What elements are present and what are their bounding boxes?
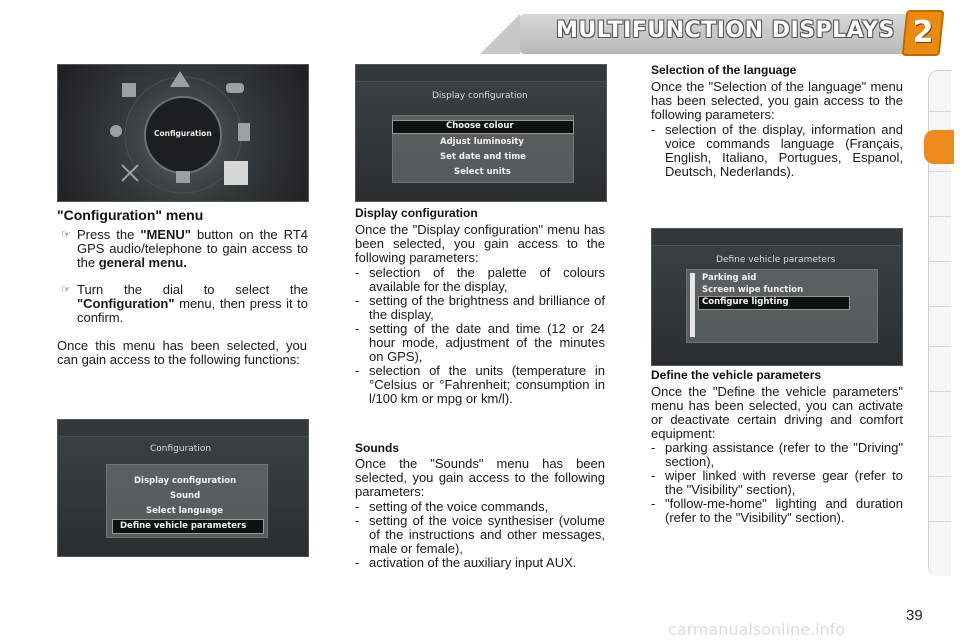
screen-status-bar bbox=[652, 229, 902, 246]
page-number: 39 bbox=[906, 607, 923, 624]
screen-item-configure-lighting: Configure lighting bbox=[702, 297, 789, 307]
screen-item-select-units: Select units bbox=[454, 167, 511, 177]
display-configuration-screen bbox=[355, 64, 607, 202]
screen-title: Configuration bbox=[150, 444, 212, 454]
phone-icon bbox=[238, 123, 250, 141]
display-configuration-heading: Display configuration bbox=[355, 206, 478, 220]
list-item: - parking assistance (refer to the "Driving" section), bbox=[651, 440, 903, 469]
hand-pointer-icon: ☞ bbox=[61, 229, 71, 241]
vehicle-parameters-list bbox=[651, 441, 903, 525]
book-icon bbox=[122, 83, 136, 97]
configuration-dial-photo bbox=[57, 64, 309, 202]
vehicle-parameters-intro: Once the "Define the vehicle parameters" menu has been selected, you can activate or deactivate certain driving and comfort equipment: bbox=[651, 384, 903, 441]
screen-title: Display configuration bbox=[432, 91, 528, 101]
chapter-badge bbox=[902, 10, 945, 56]
list-item: - setting of the voice commands, bbox=[355, 499, 549, 514]
list-item: - setting of the date and time (12 or 24 hour mode, adjustment of the minutes on GPS), bbox=[355, 321, 605, 364]
sounds-heading: Sounds bbox=[355, 441, 399, 455]
screen-item-select-language: Select language bbox=[146, 506, 224, 516]
screen-item-screen-wipe-function: Screen wipe function bbox=[702, 285, 804, 295]
list-item: - setting of the voice synthesiser (volume of the instructions and other messages, male or female), bbox=[355, 513, 605, 556]
vehicle-parameters-heading: Define the vehicle parameters bbox=[651, 368, 822, 382]
page-title: MULTIFUNCTION DISPLAYS bbox=[556, 18, 895, 43]
list-item: - activation of the auxiliary input AUX. bbox=[355, 555, 577, 570]
configuration-menu-heading: "Configuration" menu bbox=[57, 207, 204, 223]
scrollbar bbox=[690, 273, 695, 337]
screen-item-define-vehicle-parameters: Define vehicle parameters bbox=[120, 521, 247, 531]
display-parameters-list bbox=[355, 266, 605, 406]
warning-icon bbox=[170, 71, 190, 87]
screen-item-parking-aid: Parking aid bbox=[702, 273, 757, 283]
screen-status-bar bbox=[58, 420, 308, 437]
list-item: - wiper linked with reverse gear (refer to the "Visibility" section), bbox=[651, 468, 903, 497]
screen-status-bar bbox=[356, 65, 606, 82]
list-item: - selection of the units (temperature in °Celsius or °Fahrenheit; consumption in l/100 km or mpg or km/l). bbox=[355, 363, 605, 406]
watermark-text: carmanualsonline.info bbox=[668, 620, 846, 639]
sounds-intro: Once the "Sounds" menu has been selected, you gain access to the following parameters: bbox=[355, 456, 605, 499]
dial-center-label: Configuration bbox=[154, 129, 212, 138]
screen-item-display-configuration: Display configuration bbox=[134, 476, 237, 486]
define-vehicle-parameters-screen bbox=[651, 228, 903, 366]
media-icon bbox=[176, 171, 190, 183]
configuration-menu-screen bbox=[57, 419, 309, 557]
language-parameters-list bbox=[651, 123, 903, 179]
chapter-number: 2 bbox=[912, 15, 934, 50]
active-chapter-tab bbox=[924, 130, 954, 164]
screen-title: Define vehicle parameters bbox=[716, 255, 836, 265]
language-heading: Selection of the language bbox=[651, 63, 797, 77]
navigation-icon bbox=[110, 125, 122, 137]
list-item: - selection of the palette of colours available for the display, bbox=[355, 265, 605, 294]
sounds-parameters-list bbox=[355, 500, 605, 570]
screen-item-adjust-luminosity: Adjust luminosity bbox=[440, 137, 524, 147]
list-item: - "follow-me-home" lighting and duration (refer to the "Visibility" section). bbox=[651, 496, 903, 525]
screen-item-choose-colour: Choose colour bbox=[446, 121, 514, 131]
bullet-press-menu: ☞ Press the "MENU" button on the RT4 GPS audio/telephone to gain access to the general menu. bbox=[61, 227, 308, 270]
list-item: - selection of the display, information and voice commands language (Français, English, Italiano, Portugues, Espanol, Deutsch, Nederlands). bbox=[651, 122, 903, 179]
configuration-intro-paragraph: Once this menu has been selected, you can gain access to the following functions: bbox=[57, 338, 307, 367]
list-item: - setting of the brightness and brilliance of the display, bbox=[355, 293, 605, 322]
bullet-turn-dial: ☞ Turn the dial to select the "Configuration" menu, then press it to confirm. bbox=[61, 282, 308, 325]
hand-pointer-icon: ☞ bbox=[61, 284, 71, 296]
display-configuration-intro: Once the "Display configuration" menu has been selected, you gain access to the following parameters: bbox=[355, 222, 605, 265]
language-intro: Once the "Selection of the language" menu has been selected, you gain access to the following parameters: bbox=[651, 79, 903, 122]
screen-item-sound: Sound bbox=[170, 491, 201, 501]
equalizer-icon bbox=[224, 161, 248, 185]
car-icon bbox=[226, 83, 244, 93]
screen-item-set-date-and-time: Set date and time bbox=[440, 152, 526, 162]
